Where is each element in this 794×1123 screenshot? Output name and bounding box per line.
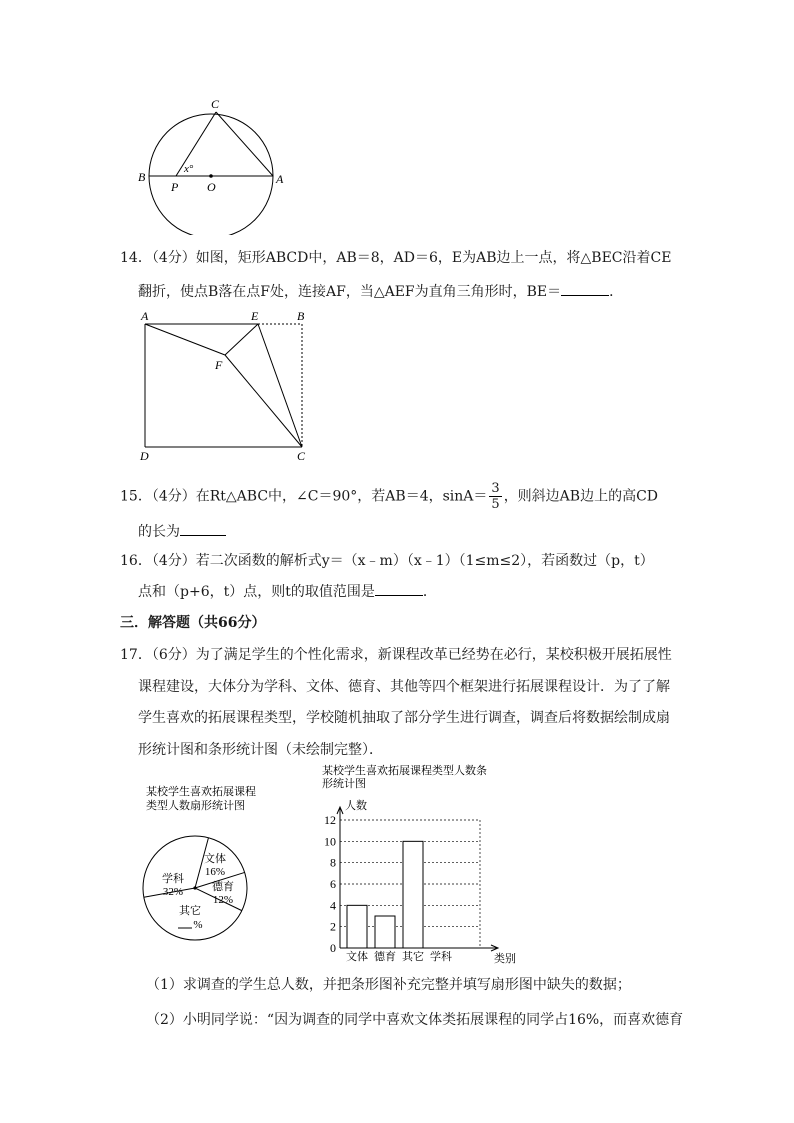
label-F: F: [215, 358, 223, 372]
question-17-sub2: （2）小明同学说：“因为调查的同学中喜欢文体类拓展课程的同学占16%，而喜欢德育: [146, 1012, 684, 1028]
label-D: D: [140, 449, 149, 463]
y-tick-label: 6: [330, 877, 336, 891]
fraction-numerator: 3: [491, 481, 500, 496]
label-A: A: [141, 309, 149, 323]
bar-title-line2: 形统计图: [322, 778, 366, 790]
y-tick-label: 12: [324, 813, 336, 827]
label-E: E: [251, 309, 259, 323]
pie-slice-percent: %: [193, 919, 203, 931]
rectangle-figure: [132, 306, 317, 466]
label-C: C: [211, 97, 220, 111]
pie-chart: [138, 780, 298, 950]
x-tick-label: 其它: [402, 951, 424, 963]
label-B: B: [138, 170, 146, 184]
question-15-line2: [138, 522, 226, 542]
center-dot: [209, 174, 213, 178]
y-axis-label: 人数: [345, 800, 367, 812]
question-text: 的长为: [138, 524, 180, 540]
pie-slice-label: 其它: [179, 905, 201, 917]
question-text: 若二次函数的解析式y＝（x﹣m）（x﹣1）（1≤m≤2），若函数过（p，t）: [195, 553, 654, 569]
bar-德育: [375, 916, 395, 948]
question-number: 14．: [120, 250, 152, 266]
y-tick-label: 8: [330, 855, 336, 870]
pie-slice-percent: 16%: [204, 866, 226, 878]
label-P: P: [171, 180, 179, 194]
fraction: [489, 481, 501, 512]
y-tick-label: 2: [330, 919, 336, 934]
segment-EF: [225, 324, 258, 355]
question-14-line2: [138, 282, 623, 302]
answer-blank[interactable]: [180, 523, 226, 536]
bar-其它: [403, 841, 423, 948]
x-tick-label: 德育: [374, 951, 396, 963]
pie-slice-label: 德育: [212, 881, 234, 893]
question-16-line2: [138, 582, 437, 602]
pie-title-line2: 类型人数扇形统计图: [146, 800, 245, 812]
x-axis-label: 类别: [494, 953, 516, 965]
bar-title-line1: 某校学生喜欢拓展课程类型人数条: [322, 765, 487, 777]
y-tick-label: 4: [330, 898, 336, 913]
question-text: 翻折，使点B落在点F处，连接AF，当△AEF为直角三角形时，BE＝: [138, 284, 562, 300]
question-score: （4分）: [151, 250, 196, 266]
question-punct: ．: [422, 584, 437, 600]
question-17-line1: [120, 645, 672, 665]
pie-slice-percent: 32%: [162, 886, 184, 898]
answer-blank[interactable]: [375, 583, 423, 596]
question-16-line1: [120, 551, 654, 571]
label-A: A: [276, 172, 284, 186]
segment-FC: [225, 355, 302, 447]
pie-center: [193, 886, 196, 889]
answer-blank[interactable]: [561, 283, 609, 296]
pie-slice-label: 文体: [204, 853, 226, 865]
question-17-line4: 形统计图和条形统计图（未绘制完整）．: [138, 742, 383, 758]
circle-figure: [130, 95, 300, 235]
section-title: 三．解答题（共66分）: [120, 615, 266, 631]
segment-EC: [258, 324, 302, 447]
segment-AF: [145, 324, 225, 355]
question-punct: ．: [609, 284, 624, 300]
x-tick-label: 学科: [430, 951, 452, 963]
question-17-line2: 课程建设，大体分为学科、文体、德育、其他等四个框架进行拓展课程设计．为了了解: [138, 679, 670, 695]
label-B: B: [297, 309, 305, 323]
question-17-sub1: （1）求调查的学生总人数，并把条形图补充完整并填写扇形图中缺失的数据；: [146, 977, 631, 993]
question-text: 如图，矩形ABCD中，AB＝8，AD＝6，E为AB边上一点，将△BEC沿着CE: [195, 250, 672, 266]
question-text: ，则斜边AB边上的高CD: [503, 488, 659, 505]
label-O: O: [207, 180, 216, 194]
question-17-line3: 学生喜欢的拓展课程类型，学校随机抽取了部分学生进行调查，调查后将数据绘制成扇: [138, 710, 670, 726]
y-tick-label: 0: [330, 941, 336, 955]
bar-文体: [347, 905, 367, 948]
question-text: 在Rt△ABC中，∠C＝90°，若AB＝4，sinA＝: [195, 488, 488, 505]
question-text: 点和（p+6，t）点，则t的取值范围是: [138, 584, 375, 600]
question-number: 17．: [120, 647, 152, 663]
question-number: 15．: [120, 488, 152, 505]
bar-chart: [312, 762, 522, 967]
question-text: 为了满足学生的个性化需求，新课程改革已经势在必行，某校积极开展拓展性: [195, 647, 672, 663]
pie-slice-label: 学科: [162, 873, 184, 885]
pie-title-line1: 某校学生喜欢拓展课程: [146, 786, 256, 798]
question-15-line1: [120, 481, 658, 512]
question-14-line1: [120, 248, 671, 268]
label-C: C: [297, 449, 306, 463]
angle-label: x°: [184, 163, 194, 175]
x-tick-label: 文体: [346, 951, 368, 963]
question-score: （4分）: [151, 553, 196, 569]
question-number: 16．: [120, 553, 152, 569]
y-tick-label: 10: [324, 834, 336, 849]
fraction-denominator: 5: [491, 497, 500, 512]
question-score: （4分）: [151, 488, 196, 505]
question-score: （6分）: [151, 647, 196, 663]
pie-slice-percent: 12%: [212, 894, 234, 906]
